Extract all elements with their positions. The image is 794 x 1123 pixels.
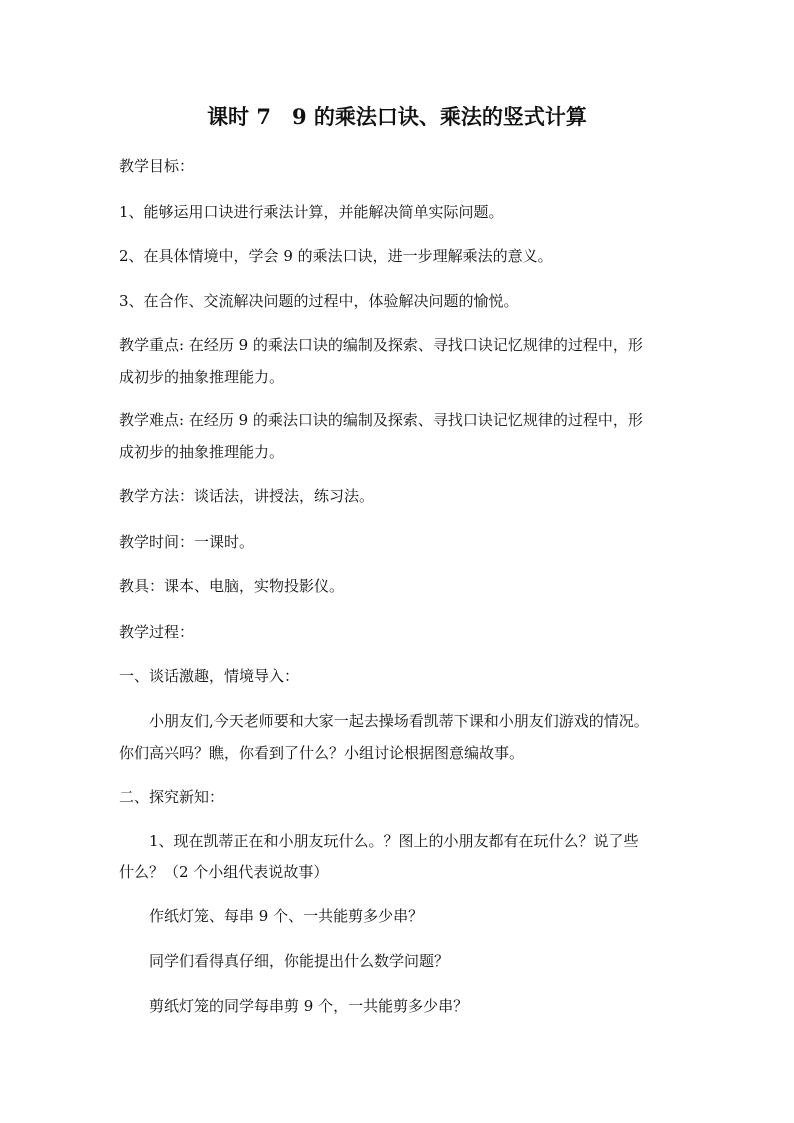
document-title: 课时 7 9 的乘法口诀、乘法的竖式计算 xyxy=(207,104,587,129)
difficult-point-line-1: 教学难点: 在经历 9 的乘法口诀的编制及探索、寻找口诀记忆规律的过程中，形 xyxy=(119,411,643,429)
teaching-time: 教学时间：一课时。 xyxy=(119,533,255,551)
key-point-line-1: 教学重点: 在经历 9 的乘法口诀的编制及探索、寻找口诀记忆规律的过程中，形 xyxy=(119,336,643,354)
lantern-statement: 作纸灯笼、每串 9 个、一共能剪多少串？ xyxy=(149,907,424,925)
teaching-process-heading: 教学过程： xyxy=(119,623,195,641)
goal-item-2: 2、在具体情境中，学会 9 的乘法口诀，进一步理解乘法的意义。 xyxy=(119,247,553,265)
lantern-question: 剪纸灯笼的同学每串剪 9 个，一共能剪多少串？ xyxy=(149,997,469,1015)
difficult-point-line-2: 成初步的抽象推理能力。 xyxy=(119,443,285,461)
goal-item-3: 3、在合作、交流解决问题的过程中，体验解决问题的愉悦。 xyxy=(119,292,519,310)
section-two-heading: 二、探究新知： xyxy=(119,788,225,806)
teaching-aids: 教具：课本、电脑，实物投影仪。 xyxy=(119,577,345,595)
explore-paragraph-line-2: 什么？（2 个小组代表说故事） xyxy=(119,863,329,881)
explore-paragraph-line-1: 1、现在凯蒂正在和小朋友玩什么。？图上的小朋友都有在玩什么？说了些 xyxy=(149,832,639,850)
intro-paragraph-line-1: 小朋友们,今天老师要和大家一起去操场看凯蒂下课和小朋友们游戏的情况。 xyxy=(149,712,649,730)
goal-item-1: 1、能够运用口诀进行乘法计算，并能解决简单实际问题。 xyxy=(119,203,504,221)
teaching-goals-heading: 教学目标： xyxy=(119,157,195,175)
math-question-prompt: 同学们看得真仔细，你能提出什么数学问题？ xyxy=(149,952,450,970)
intro-paragraph-line-2: 你们高兴吗？瞧，你看到了什么？小组讨论根据图意编故事。 xyxy=(119,744,525,762)
section-one-heading: 一、谈话激趣，情境导入： xyxy=(119,667,300,685)
teaching-method: 教学方法：谈话法，讲授法，练习法。 xyxy=(119,487,375,505)
key-point-line-2: 成初步的抽象推理能力。 xyxy=(119,368,285,386)
